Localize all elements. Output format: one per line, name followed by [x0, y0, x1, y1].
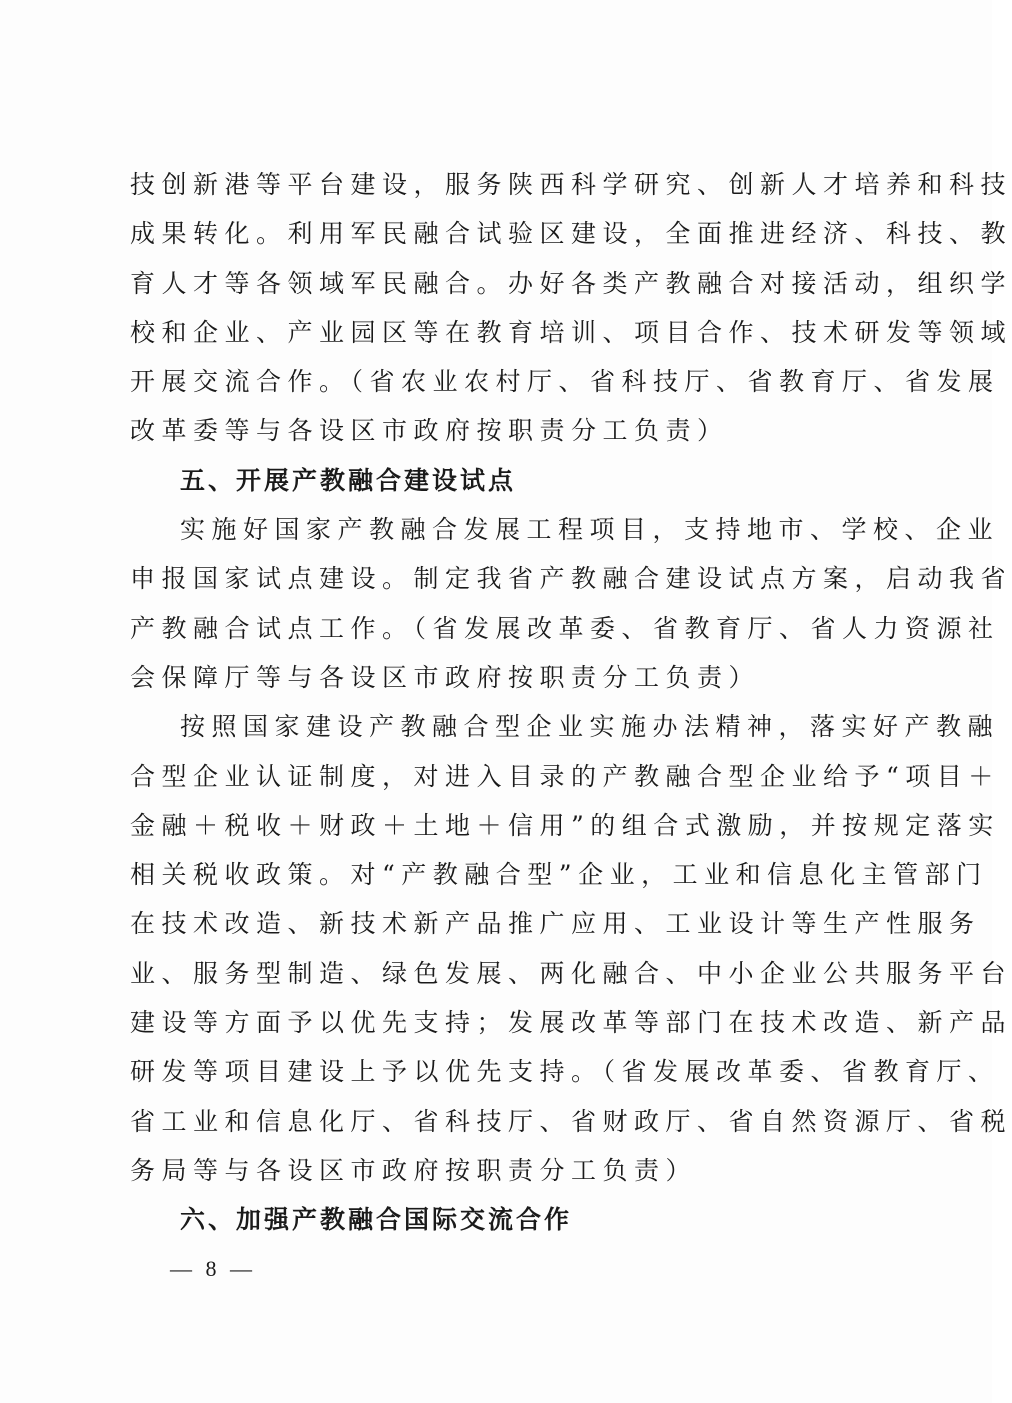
text-line: 按照国家建设产教融合型企业实施办法精神，落实好产教融 [180, 712, 1000, 742]
text-line: 实施好国家产教融合发展工程项目，支持地市、学校、企业 [180, 515, 1000, 545]
text-line: 改革委等与各设区市政府按职责分工负责） [130, 416, 729, 446]
text-line: 产教融合试点工作。（省发展改革委、省教育厅、省人力资源社 [130, 613, 1000, 643]
text-line: 会保障厅等与各设区市政府按职责分工负责） [130, 662, 761, 692]
paragraph-1 [130, 160, 1012, 456]
paragraph-3 [130, 702, 1012, 1195]
text-line: 技创新港等平台建设，服务陕西科学研究、创新人才培养和科技 [130, 170, 1012, 199]
text-line: 相关税收政策。对“产教融合型”企业，工业和信息化主管部门 [130, 860, 988, 890]
text-line: 金融＋税收＋财政＋土地＋信用”的组合式激励，并按规定落实 [130, 810, 1000, 840]
text-line: 业、服务型制造、绿色发展、两化融合、中小企业公共服务平台 [130, 958, 1012, 988]
text-line: 建设等方面予以优先支持；发展改革等部门在技术改造、新产品 [130, 1008, 1012, 1038]
text-line: 省工业和信息化厅、省科技厅、省财政厅、省自然资源厅、省税 [130, 1106, 1012, 1136]
section-heading-5: 五、开展产教融合建设试点 [180, 465, 517, 495]
page-number: — 8 — [170, 1256, 256, 1281]
text-line: 合型企业认证制度，对进入目录的产教融合型企业给予“项目＋ [130, 761, 1000, 791]
text-line: 校和企业、产业园区等在教育培训、项目合作、技术研发等领域 [130, 317, 1012, 347]
text-line: 在技术改造、新技术新产品推广应用、工业设计等生产性服务 [130, 909, 981, 939]
paragraph-2 [130, 505, 1012, 702]
section-heading-6: 六、加强产教融合国际交流合作 [180, 1205, 573, 1235]
text-line: 育人才等各领域军民融合。办好各类产教融合对接活动，组织学 [130, 268, 1012, 298]
text-line: 开展交流合作。（省农业农村厅、省科技厅、省教育厅、省发展 [130, 367, 1000, 397]
text-line: 研发等项目建设上予以优先支持。（省发展改革委、省教育厅、 [130, 1057, 1000, 1087]
document-body [130, 160, 1012, 1245]
text-line: 务局等与各设区市政府按职责分工负责） [130, 1155, 698, 1185]
text-line: 申报国家试点建设。制定我省产教融合建设试点方案，启动我省 [130, 564, 1012, 594]
text-line: 成果转化。利用军民融合试验区建设，全面推进经济、科技、教 [130, 219, 1012, 249]
